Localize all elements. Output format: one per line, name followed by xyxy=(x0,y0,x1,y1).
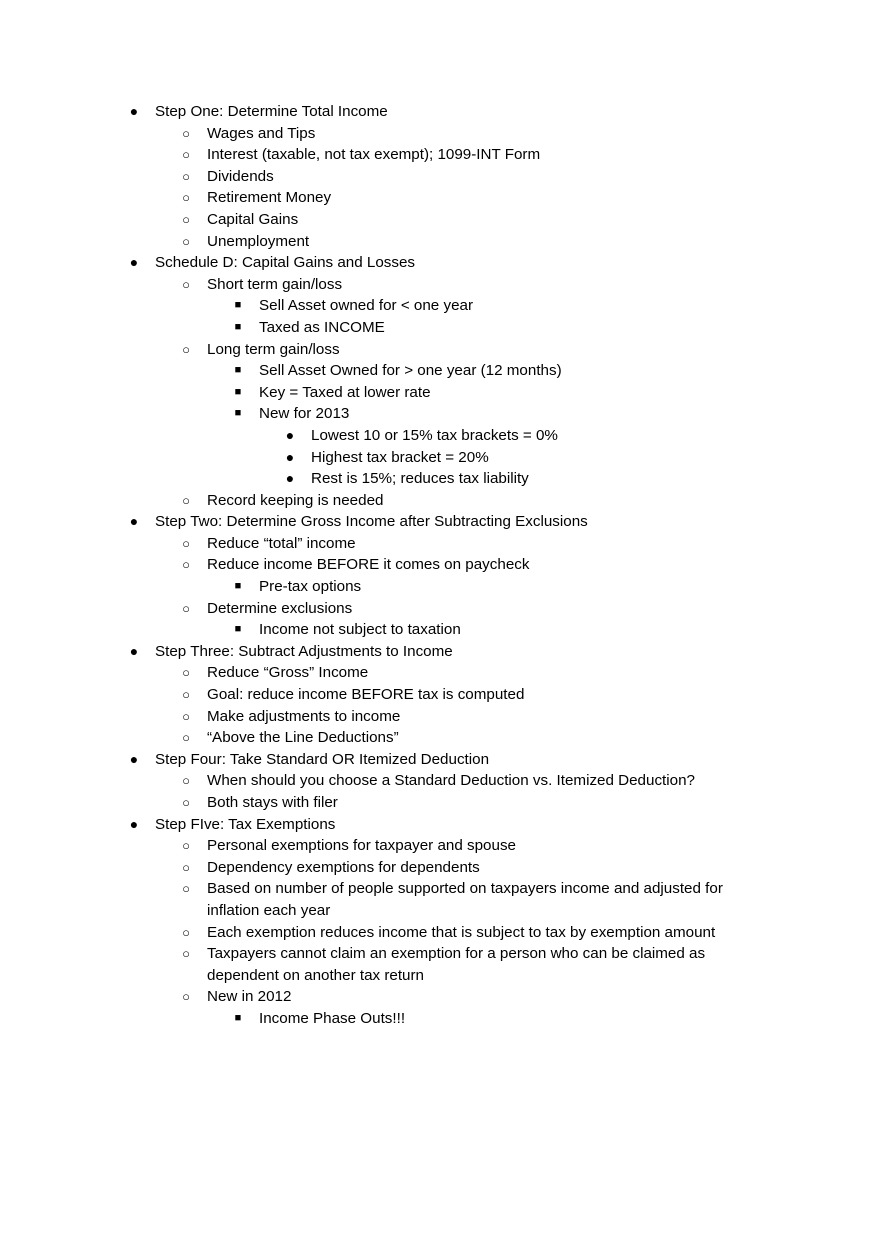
outline-item-level-2 xyxy=(0,835,880,857)
outline-item-level-2 xyxy=(0,727,880,749)
bullet-icon: ○ xyxy=(182,125,190,141)
outline-item-level-2 xyxy=(0,490,880,512)
outline-item-level-1 xyxy=(0,101,880,123)
outline-item-level-2 xyxy=(0,144,880,166)
outline-item-level-2 xyxy=(0,943,880,965)
outline-item-text: Rest is 15%; reduces tax liability xyxy=(311,470,529,488)
outline-item-text: New in 2012 xyxy=(207,988,292,1006)
bullet-icon: ○ xyxy=(182,233,190,249)
outline-item-text: Step Four: Take Standard OR Itemized Deduction xyxy=(155,750,490,768)
outline-item-level-3 xyxy=(0,295,880,317)
bullet-icon: ● xyxy=(129,815,139,832)
outline-item-text: Wages and Tips xyxy=(207,124,316,142)
outline-item-text: Step Three: Subtract Adjustments to Income xyxy=(155,642,453,660)
bullet-icon: ○ xyxy=(182,168,190,184)
outline-item-text: Reduce income BEFORE it comes on paycheck xyxy=(207,556,530,574)
bullet-icon: ■ xyxy=(234,320,242,333)
outline-item-level-2 xyxy=(0,598,880,620)
outline-item-level-2 xyxy=(0,857,880,879)
outline-item-level-2 xyxy=(0,770,880,792)
bullet-icon: ○ xyxy=(182,838,190,854)
bullet-icon: ○ xyxy=(182,946,190,962)
outline-item-level-1 xyxy=(0,511,880,533)
outline-item-level-4 xyxy=(0,425,880,447)
outline-item-level-2 xyxy=(0,554,880,576)
bullet-icon: ■ xyxy=(234,623,242,636)
outline-item-text: Sell Asset Owned for > one year (12 months) xyxy=(259,362,562,380)
outline-item-text: “Above the Line Deductions” xyxy=(207,729,399,747)
outline-item-level-1 xyxy=(0,749,880,771)
bullet-icon: ○ xyxy=(182,730,190,746)
bullet-icon: ■ xyxy=(234,364,242,377)
bullet-icon: ○ xyxy=(182,881,190,897)
outline-item-text: Reduce “total” income xyxy=(207,534,356,552)
outline-item-level-1 xyxy=(0,641,880,663)
outline-item-continuation xyxy=(0,965,880,987)
bullet-icon: ● xyxy=(285,426,295,443)
bullet-icon: ○ xyxy=(182,341,190,357)
outline-item-level-2 xyxy=(0,662,880,684)
outline-item-text: Step Two: Determine Gross Income after Subtracting Exclusions xyxy=(155,513,588,531)
bullet-icon: ○ xyxy=(182,708,190,724)
outline-item-text: Determine exclusions xyxy=(207,599,353,617)
outline-item-level-4 xyxy=(0,447,880,469)
outline-item-text: Sell Asset owned for < one year xyxy=(259,297,474,315)
bullet-icon: ○ xyxy=(182,535,190,551)
bullet-icon: ○ xyxy=(182,557,190,573)
outline-item-text: Each exemption reduces income that is subject to tax by exemption amount xyxy=(207,923,716,941)
bullet-icon: ○ xyxy=(182,795,190,810)
outline-item-text: Income Phase Outs!!! xyxy=(259,1009,406,1027)
document-page xyxy=(0,101,880,1030)
outline-item-level-2 xyxy=(0,878,880,900)
outline-item-level-2 xyxy=(0,922,880,944)
outline-item-text: Personal exemptions for taxpayer and spouse xyxy=(207,837,516,855)
outline-item-text: Schedule D: Capital Gains and Losses xyxy=(155,254,416,272)
outline-item-text: Long term gain/loss xyxy=(207,340,340,358)
outline-item-level-2 xyxy=(0,684,880,706)
outline-item-level-3 xyxy=(0,576,880,598)
outline-item-text: Dividends xyxy=(207,167,274,185)
outline-item-text: Taxed as INCOME xyxy=(259,318,385,336)
outline-item-text: Taxpayers cannot claim an exemption for a person who can be claimed as xyxy=(207,945,706,963)
bullet-icon: ○ xyxy=(182,211,190,227)
bullet-icon: ■ xyxy=(234,299,242,312)
outline-item-level-3 xyxy=(0,360,880,382)
outline-item-text: New for 2013 xyxy=(259,405,350,423)
bullet-icon: ■ xyxy=(234,407,242,420)
outline-item-level-3 xyxy=(0,1008,880,1030)
bullet-icon: ● xyxy=(285,448,295,465)
outline-item-level-2 xyxy=(0,231,880,253)
outline-item-text: Pre-tax options xyxy=(259,578,362,596)
outline-item-text: Based on number of people supported on taxpayers income and adjusted for xyxy=(207,880,723,898)
outline-item-level-1 xyxy=(0,252,880,274)
outline-item-text: Lowest 10 or 15% tax brackets = 0% xyxy=(311,426,558,444)
outline-item-level-2 xyxy=(0,187,880,209)
outline-item-text-continued: dependent on another tax return xyxy=(207,966,425,984)
outline-item-text: Income not subject to taxation xyxy=(259,621,461,639)
outline-item-level-2 xyxy=(0,792,880,814)
bullet-icon: ○ xyxy=(182,147,190,163)
bullet-icon: ○ xyxy=(182,687,190,703)
bullet-icon: ○ xyxy=(182,492,190,508)
outline-item-level-2 xyxy=(0,274,880,296)
outline-item-text: Unemployment xyxy=(207,232,310,250)
outline-item-text: When should you choose a Standard Deduction vs. Itemized Deduction? xyxy=(207,772,695,790)
outline-item-level-2 xyxy=(0,986,880,1008)
outline-item-level-2 xyxy=(0,166,880,188)
outline-item-text: Capital Gains xyxy=(207,210,299,228)
outline-item-text: Short term gain/loss xyxy=(207,275,343,293)
outline-item-text-continued: inflation each year xyxy=(207,901,331,919)
outline-item-level-3 xyxy=(0,403,880,425)
outline-item-level-3 xyxy=(0,619,880,641)
outline-item-text: Make adjustments to income xyxy=(207,707,401,725)
bullet-icon: ● xyxy=(129,642,139,659)
bullet-icon: ● xyxy=(285,470,295,487)
bullet-icon: ■ xyxy=(234,580,242,593)
outline-item-level-2 xyxy=(0,123,880,145)
bullet-icon: ● xyxy=(129,103,139,119)
bullet-icon: ■ xyxy=(234,1011,242,1024)
outline-item-level-2 xyxy=(0,209,880,231)
bullet-icon: ○ xyxy=(182,276,190,292)
outline-item-level-2 xyxy=(0,706,880,728)
outline-item-text: Interest (taxable, not tax exempt); 1099-INT Form xyxy=(207,146,541,164)
outline-item-text: Dependency exemptions for dependents xyxy=(207,858,480,876)
outline-item-continuation xyxy=(0,900,880,922)
outline-item-text: Step FIve: Tax Exemptions xyxy=(155,815,336,833)
outline-item-text: Both stays with filer xyxy=(207,794,338,811)
bullet-icon: ○ xyxy=(182,773,190,789)
outline-item-text: Retirement Money xyxy=(207,189,332,207)
bullet-icon: ○ xyxy=(182,924,190,940)
outline-item-level-2 xyxy=(0,533,880,555)
outline-item-text: Step One: Determine Total Income xyxy=(155,103,388,120)
bullet-icon: ○ xyxy=(182,859,190,875)
outline-item-text: Goal: reduce income BEFORE tax is computed xyxy=(207,686,525,704)
outline-item-level-4 xyxy=(0,468,880,490)
outline-item-text: Record keeping is needed xyxy=(207,491,384,509)
outline-item-level-2 xyxy=(0,339,880,361)
outline-item-level-3 xyxy=(0,317,880,339)
outline-item-level-1 xyxy=(0,814,880,836)
outline-item-text: Reduce “Gross” Income xyxy=(207,664,369,682)
bullet-icon: ■ xyxy=(234,385,242,398)
bullet-icon: ● xyxy=(129,254,139,271)
bullet-icon: ○ xyxy=(182,190,190,206)
outline-item-level-3 xyxy=(0,382,880,404)
bullet-icon: ● xyxy=(129,513,139,530)
outline-item-text: Key = Taxed at lower rate xyxy=(259,383,431,401)
outline-item-text: Highest tax bracket = 20% xyxy=(311,448,489,466)
bullet-icon: ● xyxy=(129,750,139,767)
bullet-icon: ○ xyxy=(182,600,190,616)
bullet-icon: ○ xyxy=(182,989,190,1005)
bullet-icon: ○ xyxy=(182,665,190,681)
